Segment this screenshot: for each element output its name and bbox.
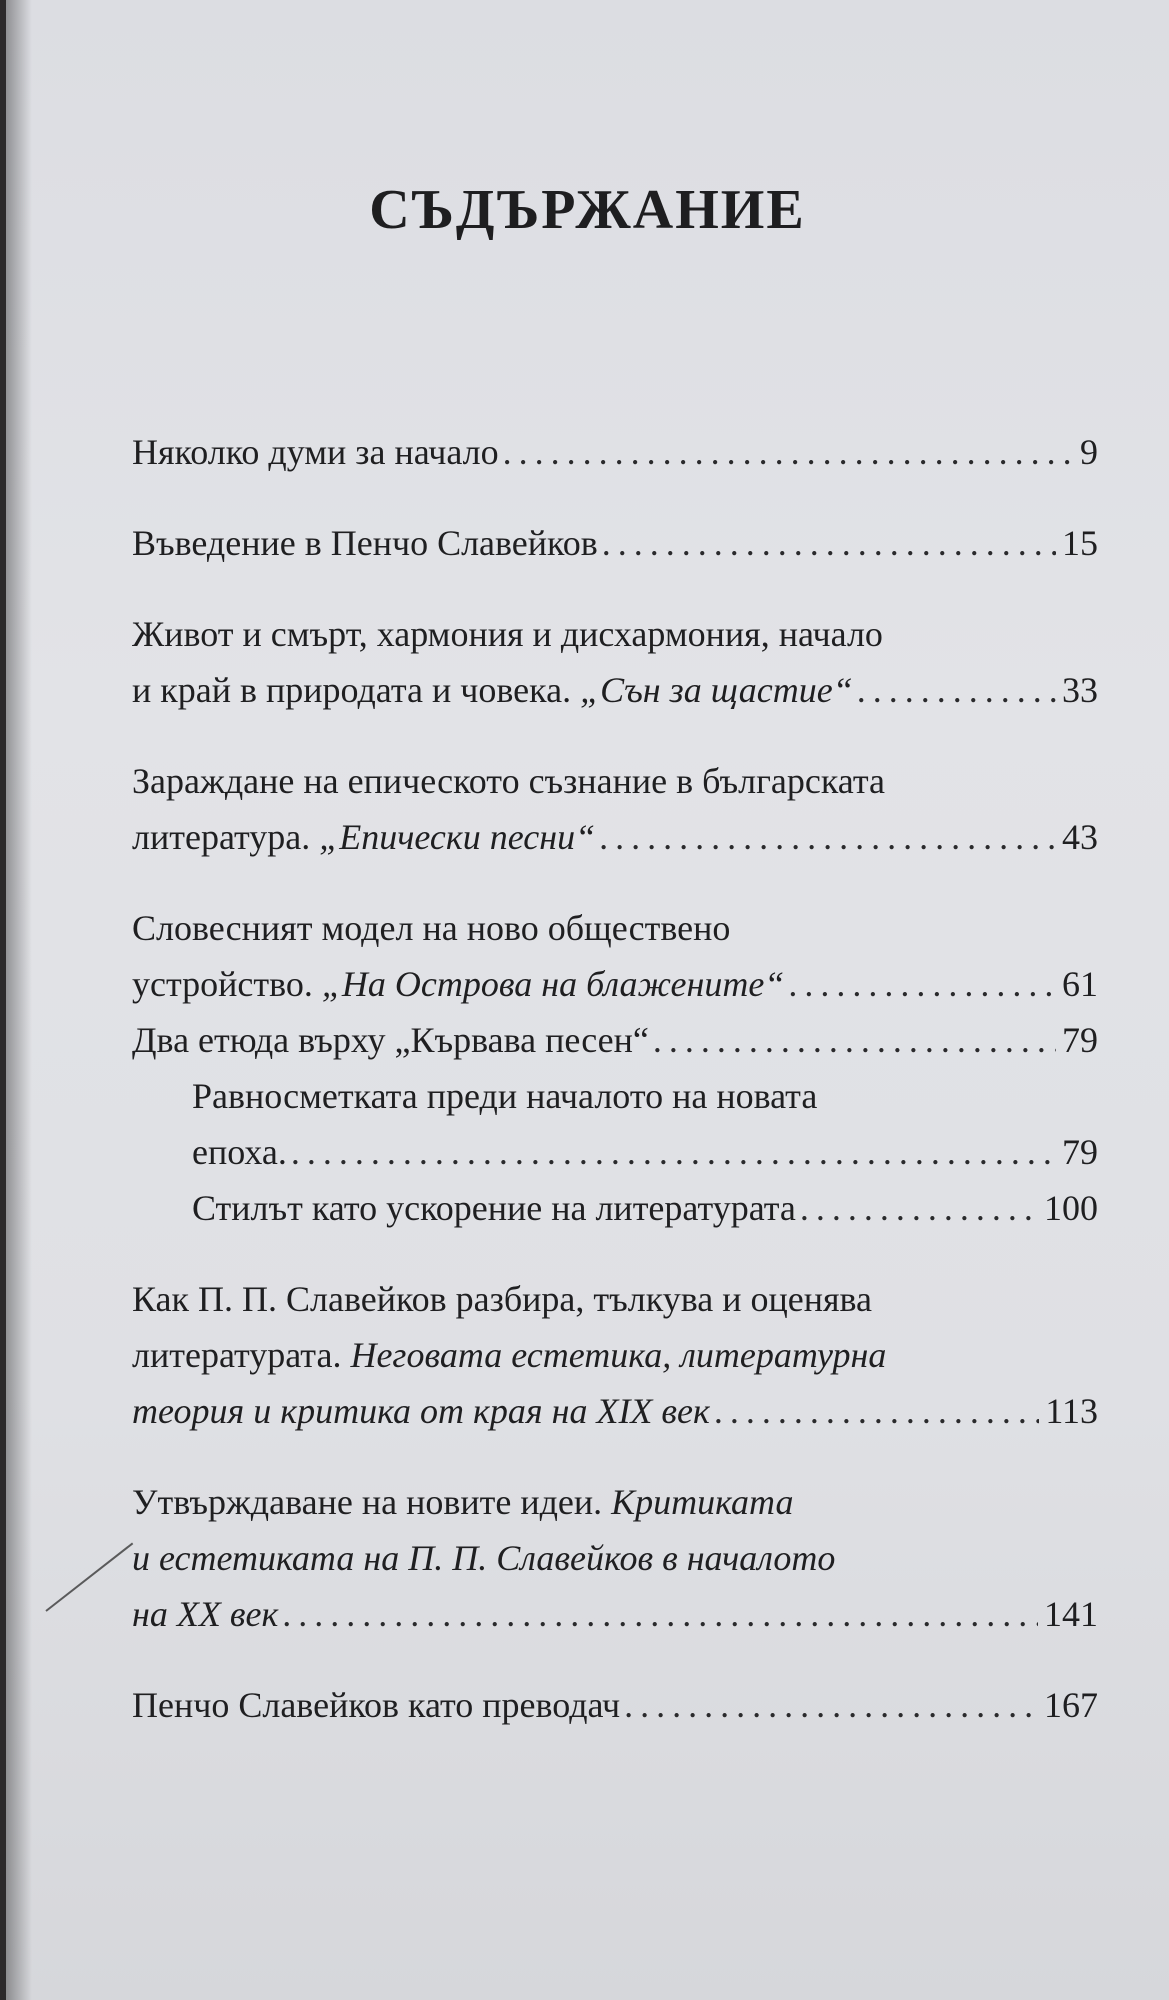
toc-subentry xyxy=(132,1068,1098,1180)
page-title: СЪДЪРЖАНИЕ xyxy=(369,179,806,241)
toc-entry-title: Въведение в Пенчо Славейков xyxy=(132,523,598,563)
toc-page-number: 113 xyxy=(1045,1391,1098,1431)
dot-leader xyxy=(624,1677,1038,1733)
dot-leader xyxy=(602,515,1056,571)
toc-entry-title: Словесният модел на ново обществено xyxy=(132,908,731,948)
toc-entry xyxy=(132,753,1098,865)
toc-page-number: 79 xyxy=(1062,1020,1098,1060)
toc-entry-title: Как П. П. Славейков разбира, тълкува и оценява xyxy=(132,1279,873,1319)
toc-entry-title: Живот и смърт, хармония и дисхармония, начало xyxy=(132,614,883,654)
toc-entry-title: и край в природата и човека. „Сън за щастие“ xyxy=(132,670,853,710)
toc-entry-title: устройство. „На Острова на блажените“ xyxy=(132,964,785,1004)
toc-entry-title: на XX век xyxy=(132,1594,279,1634)
dot-leader xyxy=(788,956,1056,1012)
toc-entry xyxy=(132,1474,1098,1642)
dot-leader xyxy=(653,1012,1056,1068)
toc-entry xyxy=(132,515,1098,571)
dot-leader xyxy=(800,1180,1038,1236)
toc-page-number: 79 xyxy=(1062,1132,1098,1172)
dot-leader xyxy=(503,424,1074,480)
toc-page-number: 141 xyxy=(1044,1594,1098,1634)
dot-leader xyxy=(291,1124,1056,1180)
toc-entry-title: и естетиката на П. П. Славейков в началото xyxy=(132,1538,836,1578)
dot-leader xyxy=(714,1383,1039,1439)
dot-leader xyxy=(857,662,1056,718)
toc-entry xyxy=(132,1271,1098,1439)
toc-entry-title: Няколко думи за начало xyxy=(132,432,499,472)
toc-entry-title: Утвърждаване на новите идеи. Критиката xyxy=(132,1482,794,1522)
toc-entry-title: Зараждане на епическото съзнание в българската xyxy=(132,761,885,801)
toc-page-number: 100 xyxy=(1044,1188,1098,1228)
toc-page-number: 33 xyxy=(1062,670,1098,710)
toc-entry-title: Пенчо Славейков като преводач xyxy=(132,1685,621,1725)
toc-entry-title: Два етюда върху „Кървава песен“ xyxy=(132,1020,649,1060)
pencil-mark xyxy=(45,1542,133,1611)
toc-entry xyxy=(132,606,1098,718)
toc-entry-title: литературата. Неговата естетика, литературна xyxy=(132,1335,887,1375)
toc-entry-title: теория и критика от края на XIX век xyxy=(132,1391,710,1431)
toc-entry-title: епоха. xyxy=(192,1132,287,1172)
page-spine-shadow xyxy=(6,0,32,2000)
toc-entry xyxy=(132,1012,1098,1068)
toc-page-number: 167 xyxy=(1044,1685,1098,1725)
toc-entry-title: литература. „Епически песни“ xyxy=(132,817,596,857)
toc-page-number: 9 xyxy=(1080,432,1098,472)
toc-entry-title: Равносметката преди началото на новата xyxy=(192,1076,818,1116)
toc-entry xyxy=(132,900,1098,1012)
dot-leader xyxy=(282,1586,1038,1642)
toc-entry xyxy=(132,424,1098,480)
table-of-contents xyxy=(132,424,1098,1733)
toc-page-number: 61 xyxy=(1062,964,1098,1004)
book-page xyxy=(6,0,1169,2000)
dot-leader xyxy=(599,809,1056,865)
toc-subentry xyxy=(132,1180,1098,1236)
toc-page-number: 43 xyxy=(1062,817,1098,857)
toc-page-number: 15 xyxy=(1062,523,1098,563)
toc-entry-title: Стилът като ускорение на литературата xyxy=(192,1188,796,1228)
toc-entry xyxy=(132,1677,1098,1733)
